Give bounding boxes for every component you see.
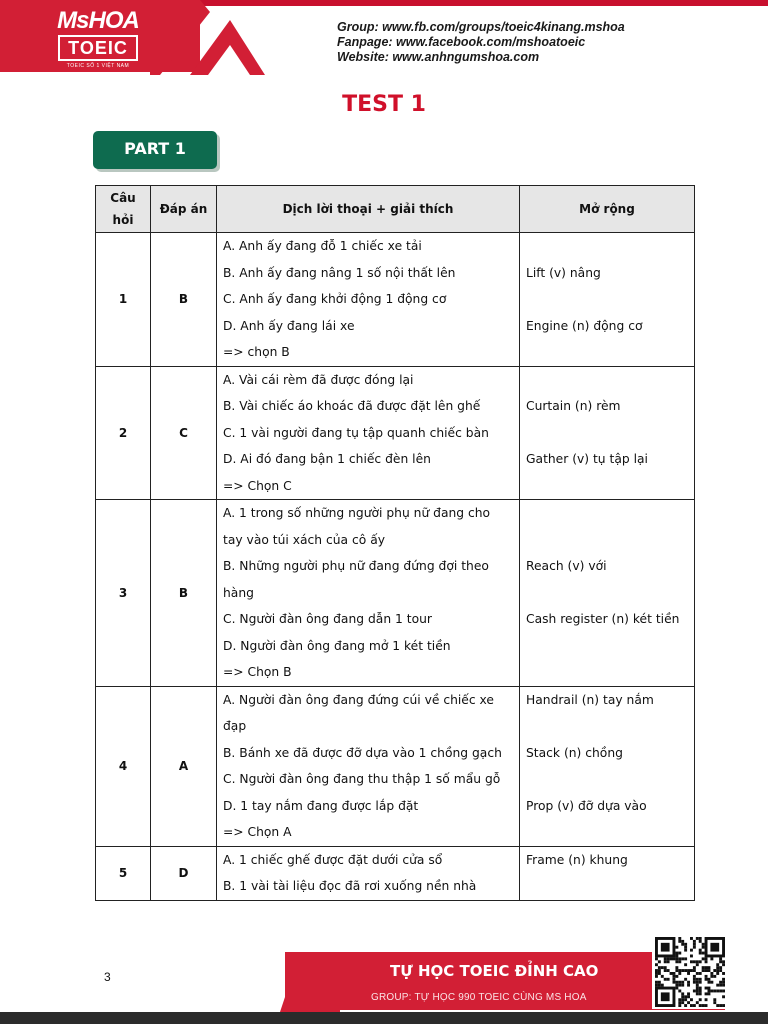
- answer-letter: D: [151, 846, 217, 900]
- qr-code-icon[interactable]: [652, 935, 728, 1009]
- table-header-row: [96, 186, 695, 233]
- table-row: [96, 366, 695, 500]
- translation-line: => chọn B: [223, 345, 290, 359]
- vocab-line: [526, 500, 688, 527]
- translation-cell: [217, 686, 520, 846]
- translation-line: B. Vài chiếc áo khoác đã được đặt lên ghế: [223, 399, 481, 413]
- vocab-line: Lift (v) nâng: [526, 265, 601, 280]
- answer-letter: C: [151, 366, 217, 500]
- extension-cell: [520, 846, 695, 900]
- translation-line: A. 1 chiếc ghế được đặt dưới cửa sổ: [223, 852, 443, 867]
- fanpage-link[interactable]: Fanpage: www.facebook.com/mshoatoeic: [337, 35, 586, 49]
- footer-group: GROUP: TỰ HỌC 990 TOEIC CÙNG MS HOA: [371, 992, 587, 1003]
- vocab-line: [526, 420, 688, 447]
- vocab-line: [526, 339, 688, 366]
- translation-line: D. Ai đó đang bận 1 chiếc đèn lên: [223, 452, 431, 466]
- table-row: [96, 846, 695, 900]
- vocab-line: Reach (v) với: [526, 559, 607, 573]
- extension-cell: [520, 686, 695, 846]
- header-question-line2: hỏi: [112, 213, 134, 227]
- vocab-line: Handrail (n) tay nắm: [526, 692, 654, 707]
- vocab-line: [526, 766, 688, 793]
- translation-cell: [217, 233, 520, 367]
- footer-bottom-bar: [0, 1012, 768, 1024]
- translation-cell: [217, 846, 520, 900]
- vocab-line: Prop (v) đỡ dựa vào: [526, 798, 647, 813]
- header-question: [96, 186, 151, 233]
- vocab-line: [526, 286, 688, 313]
- brand-logo[interactable]: [48, 8, 148, 69]
- logo-wordmark: MsHOA: [57, 7, 139, 34]
- vocab-line: [526, 367, 688, 394]
- vocab-line: Frame (n) khung: [526, 852, 628, 867]
- translation-line: A. 1 trong số những người phụ nữ đang cho: [223, 506, 491, 520]
- vocab-line: [526, 819, 688, 846]
- translation-line: A. Anh ấy đang đỗ 1 chiếc xe tải: [223, 239, 422, 253]
- translation-line: => Chọn A: [223, 825, 292, 839]
- vocab-line: [526, 713, 688, 740]
- page-number: 3: [104, 970, 111, 984]
- translation-cell: [217, 500, 520, 687]
- answer-letter: B: [151, 500, 217, 687]
- vocab-line: [526, 473, 688, 500]
- header-extension: Mở rộng: [520, 186, 695, 233]
- header-triangle-decoration: [150, 0, 280, 75]
- extension-cell: [520, 233, 695, 367]
- vocab-line: [526, 580, 688, 607]
- translation-line: B. Bánh xe đã được đỡ dựa vào 1 chồng gạch: [223, 745, 502, 760]
- page-title: TEST 1: [342, 92, 426, 117]
- translation-line: D. 1 tay nắm đang được lắp đặt: [223, 798, 419, 813]
- vocab-line: [526, 659, 688, 686]
- translation-line: D. Anh ấy đang lái xe: [223, 318, 355, 333]
- question-number: 1: [96, 233, 151, 367]
- header-question-line1: Câu: [110, 191, 136, 205]
- vocab-line: Curtain (n) rèm: [526, 399, 621, 413]
- vocab-line: Stack (n) chồng: [526, 745, 623, 760]
- question-number: 2: [96, 366, 151, 500]
- translation-line: hàng: [223, 585, 254, 600]
- table-row: [96, 233, 695, 367]
- question-number: 3: [96, 500, 151, 687]
- translation-line: tay vào túi xách của cô ấy: [223, 532, 386, 547]
- logo-tagline: TOEIC SỐ 1 VIỆT NAM: [66, 63, 130, 69]
- vocab-line: [526, 633, 688, 660]
- logo-toeic-box: TOEIC: [58, 35, 138, 61]
- question-number: 4: [96, 686, 151, 846]
- translation-line: C. Anh ấy đang khởi động 1 động cơ: [223, 292, 447, 306]
- answer-table: [95, 185, 695, 901]
- answer-letter: B: [151, 233, 217, 367]
- table-row: [96, 686, 695, 846]
- translation-line: => Chọn C: [223, 478, 292, 493]
- translation-line: đạp: [223, 719, 247, 733]
- translation-line: C. 1 vài người đang tụ tập quanh chiếc bàn: [223, 425, 489, 440]
- translation-line: C. Người đàn ông đang dẫn 1 tour: [223, 612, 432, 626]
- footer-slogan: TỰ HỌC TOEIC ĐỈNH CAO: [390, 962, 599, 980]
- table-row: [96, 500, 695, 687]
- website-link[interactable]: Website: www.anhngumshoa.com: [337, 50, 540, 64]
- extension-cell: [520, 500, 695, 687]
- part-badge: PART 1: [93, 131, 217, 169]
- translation-line: B. Anh ấy đang nâng 1 số nội thất lên: [223, 265, 456, 280]
- group-link[interactable]: Group: www.fb.com/groups/toeic4kinang.mshoa: [337, 20, 625, 34]
- translation-line: A. Vài cái rèm đã được đóng lại: [223, 372, 414, 387]
- translation-line: B. 1 vài tài liệu đọc đã rơi xuống nền nhà: [223, 879, 477, 893]
- answer-letter: A: [151, 686, 217, 846]
- translation-line: B. Những người phụ nữ đang đứng đợi theo: [223, 559, 489, 573]
- vocab-line: [526, 873, 688, 900]
- header-contact-info: [337, 20, 625, 65]
- header-answer: Đáp án: [151, 186, 217, 233]
- vocab-line: [526, 233, 688, 260]
- vocab-line: Gather (v) tụ tập lại: [526, 452, 648, 466]
- vocab-line: Engine (n) động cơ: [526, 318, 643, 333]
- header-translation: Dịch lời thoại + giải thích: [217, 186, 520, 233]
- translation-line: => Chọn B: [223, 665, 292, 679]
- vocab-line: [526, 527, 688, 554]
- translation-cell: [217, 366, 520, 500]
- question-number: 5: [96, 846, 151, 900]
- extension-cell: [520, 366, 695, 500]
- translation-line: A. Người đàn ông đang đứng cúi về chiếc xe: [223, 692, 494, 707]
- vocab-line: Cash register (n) két tiền: [526, 612, 680, 626]
- translation-line: C. Người đàn ông đang thu thập 1 số mẩu gỗ: [223, 772, 501, 786]
- translation-line: D. Người đàn ông đang mở 1 két tiền: [223, 638, 451, 653]
